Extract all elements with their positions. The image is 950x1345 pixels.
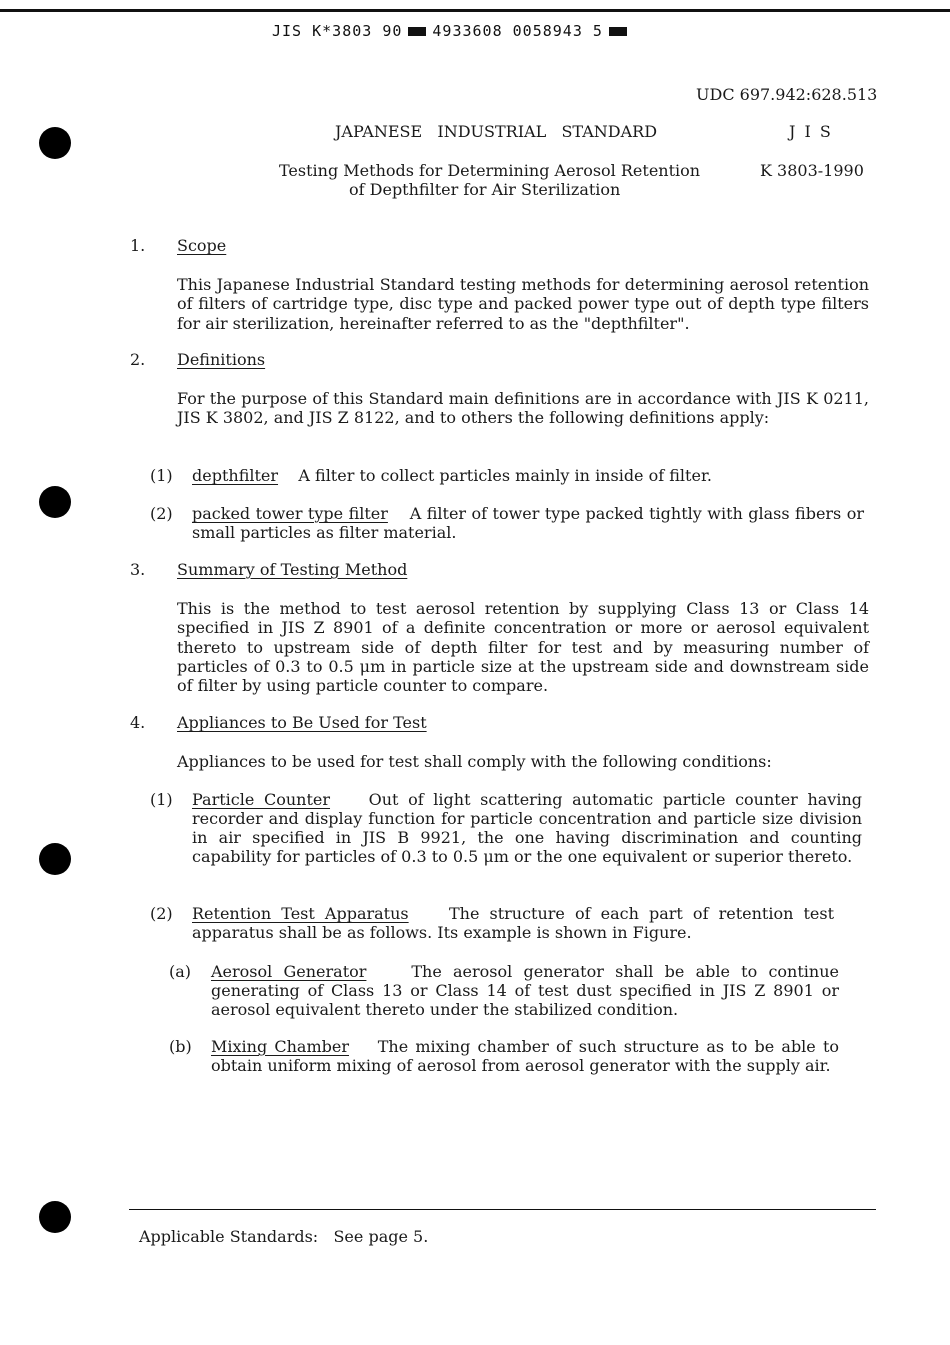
section-paragraph [129,389,869,428]
section-number: 2. [130,350,146,369]
scope-text: This Japanese Industrial Standard testing methods for determining aerosol retention of filters of cartridge type, disc type and packed power type out of depth type filters for air sterilization, hereinafter referred to as the "depthfilter". [177,275,869,333]
document-code-text: JIS K*3803 90 [272,22,403,40]
code-block-mark [609,27,627,36]
footer-text: See page 5. [333,1227,429,1246]
jis-mark: J I S [789,122,833,141]
section-title-definitions: Definitions [177,350,266,369]
definition-term: depthfilter [192,466,279,485]
udc-number: UDC 697.942:628.513 [696,85,878,104]
code-block-mark [408,27,426,36]
subitem-number: (a) [169,962,192,981]
definition-item [192,504,864,542]
section-number: 1. [130,236,146,255]
binder-hole [39,486,71,518]
section-paragraph [129,275,869,333]
subitem-number: (b) [169,1037,192,1056]
footer-rule [129,1209,876,1210]
item-number: (1) [150,790,173,809]
appliance-text: The structure of each part of retention test apparatus shall be as follows. Its example is shown in Figure. [192,904,834,942]
scan-top-bar [0,9,950,12]
section-title-summary: Summary of Testing Method [177,560,408,579]
appliances-intro: Appliances to be used for test shall comply with the following conditions: [177,752,772,771]
item-number: (2) [150,504,173,523]
document-code [272,22,633,40]
appliance-term: Particle Counter [192,790,331,809]
item-number: (1) [150,466,173,485]
subitem-term: Mixing Chamber [211,1037,349,1056]
definition-term: packed tower type filter [192,504,388,523]
appliance-text: Out of light scattering automatic particle counter having recorder and display function for particle concentration and particle size division in air specified in JIS B 9921, the one having discrimination and counting capability for particles of 0.3 to 0.5 μm or the one equivalent or superior thereto. [192,790,863,866]
appliance-item [192,904,834,942]
section-title-appliances: Appliances to Be Used for Test [177,713,427,732]
appliance-subitem [211,1037,839,1075]
item-number: (2) [150,904,173,923]
binder-hole [39,1201,71,1233]
definition-item [192,466,872,485]
section-title-scope: Scope [177,236,227,255]
subitem-text: The mixing chamber of such structure as to be able to obtain uniform mixing of aerosol from aerosol generator with the supply air. [211,1037,840,1075]
standard-number: K 3803-1990 [760,161,864,180]
footer-label: Applicable Standards: [139,1227,319,1246]
footer-note [139,1227,428,1246]
definition-text: A filter to collect particles mainly in inside of filter. [298,466,712,485]
document-title-line2: of Depthfilter for Air Sterilization [349,180,621,199]
appliance-item [192,790,862,866]
document-title-line1: Testing Methods for Determining Aerosol Retention [279,161,701,180]
section-paragraph [129,599,869,695]
definitions-text: For the purpose of this Standard main definitions are in accordance with JIS K 0211, JIS K 3802, and JIS Z 8122, and to others the following definitions apply: [177,389,869,428]
subitem-text: The aerosol generator shall be able to continue generating of Class 13 or Class 14 of test dust specified in JIS Z 8901 or aerosol equivalent thereto under the stabilized condition. [211,962,839,1019]
organization-heading: JAPANESE INDUSTRIAL STANDARD [335,122,658,141]
section-number: 3. [130,560,146,579]
binder-hole [39,127,71,159]
section-number: 4. [130,713,146,732]
binder-hole [39,843,71,875]
definition-text: A filter of tower type packed tightly with glass fibers or small particles as filter material. [192,504,865,542]
document-code-text-2: 4933608 0058943 5 [432,22,603,40]
appliance-term: Retention Test Apparatus [192,904,409,923]
summary-text: This is the method to test aerosol retention by supplying Class 13 or Class 14 specified in JIS Z 8901 of a definite concentration or more or aerosol equivalent thereto to upstream side of depth filter for test and by measuring number of particles of 0.3 to 0.5 μm in particle size at the upstream side and downstream side of filter by using particle counter to compare. [177,599,869,696]
appliance-subitem [211,962,839,1019]
subitem-term: Aerosol Generator [211,962,367,981]
